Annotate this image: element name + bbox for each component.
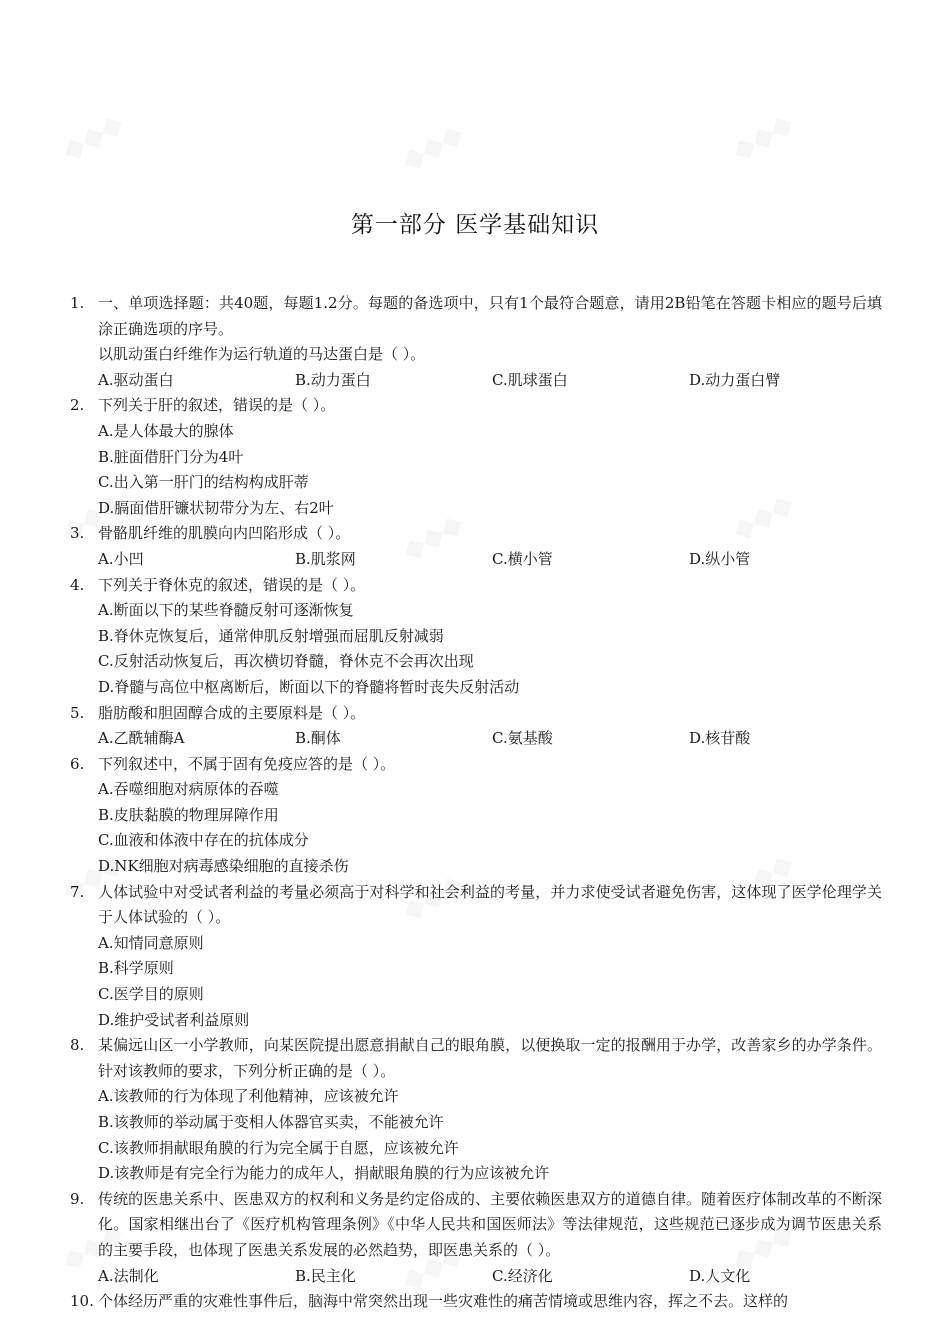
option-c: C.出入第一肝门的结构构成肝蒂 xyxy=(98,473,309,492)
option-a: A.驱动蛋白 xyxy=(98,370,174,389)
options xyxy=(98,931,882,1033)
question-10 xyxy=(70,1289,882,1315)
option-d: D.膈面借肝镰状韧带分为左、右2叶 xyxy=(98,498,334,517)
option-c: C.横小管 xyxy=(492,549,553,568)
option-c: C.血液和体液中存在的抗体成分 xyxy=(98,831,309,850)
option-d: D.核苷酸 xyxy=(689,729,751,748)
question-3 xyxy=(70,521,882,572)
option-c: C.肌球蛋白 xyxy=(492,370,568,389)
option-b: B.脊休克恢复后，通常伸肌反射增强而屈肌反射减弱 xyxy=(98,626,444,645)
question-number: 9. xyxy=(70,1189,85,1208)
options xyxy=(98,1084,882,1186)
question-number: 10. xyxy=(70,1292,94,1311)
option-a: A.法制化 xyxy=(98,1266,159,1285)
page-title: 第一部分 医学基础知识 xyxy=(350,212,600,238)
question-number: 3. xyxy=(70,524,85,543)
option-c: C.该教师捐献眼角膜的行为完全属于自愿，应该被允许 xyxy=(98,1138,459,1157)
option-c: C.经济化 xyxy=(492,1266,553,1285)
options xyxy=(98,547,882,573)
question-number: 6. xyxy=(70,754,85,773)
question-number: 7. xyxy=(70,882,85,901)
options xyxy=(98,726,882,752)
option-d: D.NK细胞对病毒感染细胞的直接杀伤 xyxy=(98,857,349,876)
question-number: 4. xyxy=(70,575,85,594)
question-4 xyxy=(70,573,882,701)
watermark xyxy=(726,106,798,167)
question-text: 骨骼肌纤维的肌膜向内凹陷形成（ ）。 xyxy=(98,524,351,543)
option-b: B.脏面借肝门分为4叶 xyxy=(98,447,244,466)
question-text: 下列叙述中，不属于固有免疫应答的是（ ）。 xyxy=(98,754,396,773)
option-b: B.民主化 xyxy=(295,1266,356,1285)
question-stem: 以肌动蛋白纤维作为运行轨道的马达蛋白是（ ）。 xyxy=(98,345,426,364)
option-d: D.纵小管 xyxy=(689,549,751,568)
question-1 xyxy=(70,291,882,393)
option-c: C.医学目的原则 xyxy=(98,985,204,1004)
question-text: 某偏远山区一小学教师，向某医院提出愿意捐献自己的眼角膜，以便换取一定的报酬用于办学，改善家乡的办学条件。针对该教师的要求，下列分析正确的是（ ）。 xyxy=(98,1036,882,1080)
option-d: D.维护受试者利益原则 xyxy=(98,1010,250,1029)
options xyxy=(98,777,882,879)
option-b: B.动力蛋白 xyxy=(295,370,371,389)
watermark xyxy=(396,116,468,177)
question-text: 人体试验中对受试者利益的考量必须高于对科学和社会利益的考量，并力求使受试者避免伤害，这体现了医学伦理学关于人体试验的（ ）。 xyxy=(98,882,882,927)
watermark xyxy=(56,106,128,167)
question-text: 传统的医患关系中、医患双方的权利和义务是约定俗成的、主要依赖医患双方的道德自律。随着医疗体制改革的不断深化。国家相继出台了《医疗机构管理条例》《中华人民共和国医师法》等法律规范，这些规范已逐步成为调节医患关系的主要手段，也体现了医患关系发展的必然趋势，即医患关系的（ ）。 xyxy=(98,1189,882,1259)
question-number: 1. xyxy=(70,294,85,312)
option-a: A.断面以下的某些脊髓反射可逐渐恢复 xyxy=(98,601,354,620)
question-number: 8. xyxy=(70,1036,85,1055)
option-b: B.酮体 xyxy=(295,729,341,748)
option-b: B.科学原则 xyxy=(98,959,174,978)
option-b: B.肌浆网 xyxy=(295,549,356,568)
question-7 xyxy=(70,880,882,1034)
question-text: 下列关于肝的叙述，错误的是（ ）。 xyxy=(98,396,336,415)
option-d: D.人文化 xyxy=(689,1266,751,1285)
option-a: A.吞噬细胞对病原体的吞噬 xyxy=(98,780,279,799)
options xyxy=(98,419,882,521)
question-5 xyxy=(70,701,882,752)
options xyxy=(98,1264,882,1290)
question-text: 脂肪酸和胆固醇合成的主要原料是（ ）。 xyxy=(98,703,366,722)
question-6 xyxy=(70,752,882,880)
question-9 xyxy=(70,1187,882,1289)
option-d: D.脊髓与高位中枢离断后，断面以下的脊髓将暂时丧失反射活动 xyxy=(98,677,520,696)
option-b: B.皮肤黏膜的物理屏障作用 xyxy=(98,805,279,824)
option-c: C.氨基酸 xyxy=(492,729,553,748)
option-d: D.该教师是有完全行为能力的成年人，捐献眼角膜的行为应该被允许 xyxy=(98,1164,550,1183)
options xyxy=(98,598,882,700)
option-a: A.知情同意原则 xyxy=(98,933,204,952)
question-number: 5. xyxy=(70,703,85,722)
option-a: A.乙酰辅酶A xyxy=(98,729,185,748)
question-number: 2. xyxy=(70,396,85,415)
question-2 xyxy=(70,393,882,521)
option-b: B.该教师的举动属于变相人体器官买卖，不能被允许 xyxy=(98,1113,444,1131)
options xyxy=(98,368,882,394)
option-a: A.小凹 xyxy=(98,549,144,568)
option-a: A.该教师的行为体现了利他精神，应该被允许 xyxy=(98,1087,399,1106)
question-text: 下列关于脊休克的叙述，错误的是（ ）。 xyxy=(98,575,366,594)
question-8 xyxy=(70,1033,882,1187)
option-d: D.动力蛋白臂 xyxy=(689,370,781,389)
question-text: 一、单项选择题：共40题，每题1.2分。每题的备选项中，只有1个最符合题意，请用2B铅笔在答题卡相应的题号后填涂正确选项的序号。 xyxy=(98,294,882,338)
option-c: C.反射活动恢复后，再次横切脊髓，脊休克不会再次出现 xyxy=(98,652,474,671)
question-list xyxy=(70,291,882,1315)
option-a: A.是人体最大的腺体 xyxy=(98,421,234,440)
question-text: 个体经历严重的灾难性事件后，脑海中常突然出现一些灾难性的痛苦情境或思维内容，挥之不去。这样的 xyxy=(98,1292,789,1311)
